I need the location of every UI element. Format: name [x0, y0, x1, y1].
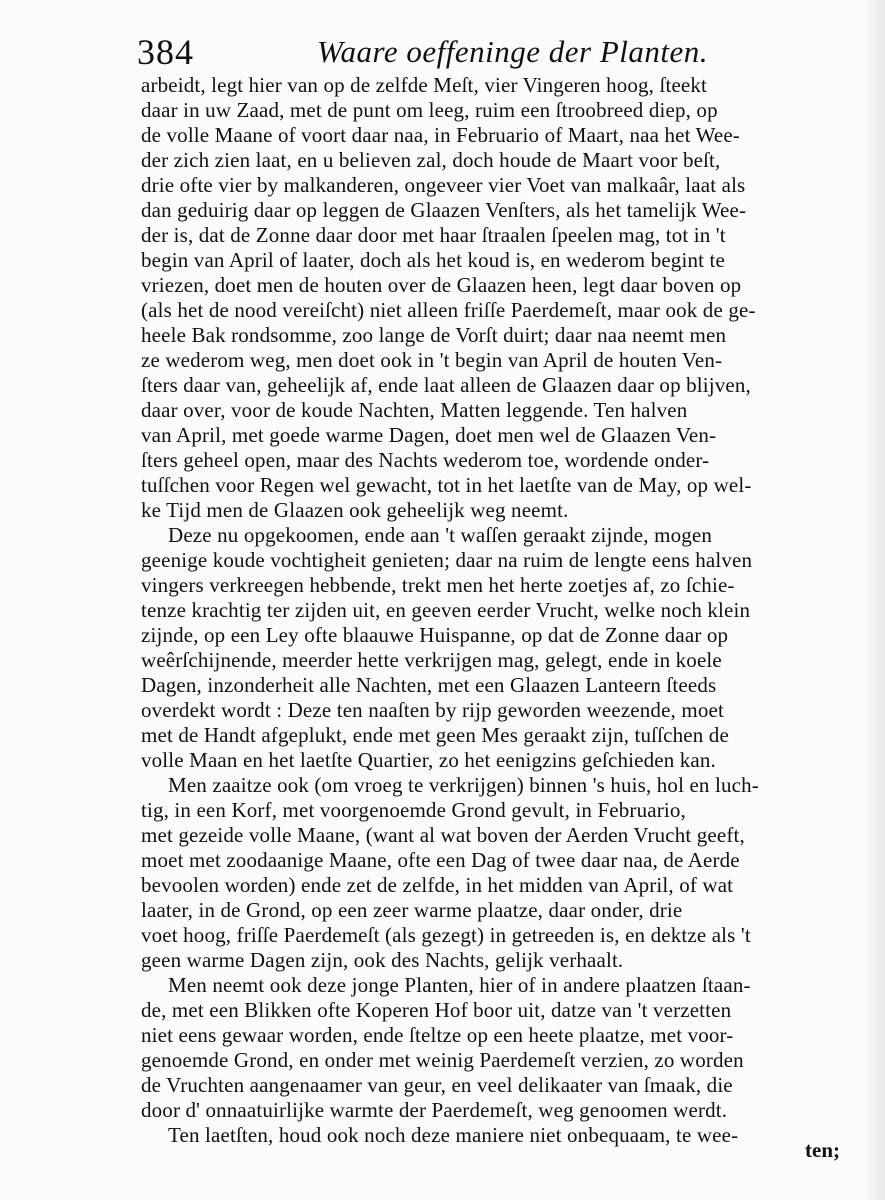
- text-line: geenige koude vochtigheit genieten; daar na ruim de lengte eens halven: [141, 548, 753, 572]
- text-line: weêrſchijnende, meerder hette verkrijgen mag, gelegt, ende in koele: [141, 648, 722, 672]
- catchword: ten;: [805, 1138, 840, 1162]
- paragraph: [141, 523, 863, 773]
- text-line: daar in uw Zaad, met de punt om leeg, ruim een ſtroobreed diep, op: [141, 98, 718, 122]
- text-line: ſters daar van, geheelijk af, ende laat alleen de Glaazen daar op blijven,: [141, 373, 751, 397]
- text-line: der zich zien laat, en u believen zal, doch houde de Maart voor beſt,: [141, 148, 721, 172]
- text-line: zijnde, op een Ley ofte blaauwe Huispanne, op dat de Zonne daar op: [141, 623, 729, 647]
- body-text: [141, 73, 863, 1148]
- text-line: de Vruchten aangenaamer van geur, en veel delikaater van ſmaak, die: [141, 1073, 733, 1097]
- text-line: laater, in de Grond, op een zeer warme plaatze, daar onder, drie: [141, 898, 683, 922]
- text-line: bevoolen worden) ende zet de zelfde, in het midden van April, of wat: [141, 873, 734, 897]
- text-line: daar over, voor de koude Nachten, Matten leggende. Ten halven: [141, 398, 688, 422]
- text-line: tuſſchen voor Regen wel gewacht, tot in het laetſte van de May, op wel-: [141, 473, 752, 497]
- text-line: begin van April of laater, doch als het koud is, en wederom begint te: [141, 248, 725, 272]
- text-line: drie ofte vier by malkanderen, ongeveer vier Voet van malkaâr, laat als: [141, 173, 746, 197]
- text-line: arbeidt, legt hier van op de zelfde Meſt, vier Vingeren hoog, ſteekt: [141, 73, 708, 97]
- text-line: Deze nu opgekoomen, ende aan 't waſſen geraakt zijnde, mogen: [168, 523, 712, 547]
- text-line: der is, dat de Zonne daar door met haar ſtraalen ſpeelen mag, tot in 't: [141, 223, 726, 247]
- text-line: genoemde Grond, en onder met weinig Paerdemeſt verzien, zo worden: [141, 1048, 744, 1072]
- paragraph: [141, 73, 863, 523]
- text-line: niet eens gewaar worden, ende ſteltze op een heete plaatze, met voor-: [141, 1023, 734, 1047]
- text-line: vingers verkreegen hebbende, trekt men het herte zoetjes af, zo ſchie-: [141, 573, 735, 597]
- text-line: voet hoog, friſſe Paerdemeſt (als gezegt) in getreeden is, en dektze als 't: [141, 923, 751, 947]
- text-line: de volle Maane of voort daar naa, in Februario of Maart, naa het Wee-: [141, 123, 740, 147]
- text-line: door d' onnaatuirlijke warmte der Paerdemeſt, weg genoomen werdt.: [141, 1098, 728, 1122]
- text-line: geen warme Dagen zijn, ook des Nachts, gelijk verhaalt.: [141, 948, 624, 972]
- text-line: Men zaaitze ook (om vroeg te verkrijgen) binnen 's huis, hol en luch-: [168, 773, 759, 797]
- text-line: tig, in een Korf, met voorgenoemde Grond gevult, in Februario,: [141, 798, 686, 822]
- paragraph: [141, 1123, 863, 1148]
- text-line: Ten laetſten, houd ook noch deze maniere niet onbequaam, te wee-: [168, 1123, 739, 1147]
- text-line: tenze krachtig ter zijden uit, en geeven eerder Vrucht, welke noch klein: [141, 598, 751, 622]
- text-line: ze wederom weg, men doet ook in 't begin van April de houten Ven-: [141, 348, 723, 372]
- text-line: vriezen, doet men de houten over de Glaazen heen, legt daar boven op: [141, 273, 742, 297]
- text-line: ke Tijd men de Glaazen ook geheelijk weg neemt.: [141, 498, 569, 522]
- text-line: (als het de nood vereiſcht) niet alleen friſſe Paerdemeſt, maar ook de ge-: [141, 298, 756, 322]
- text-line: de, met een Blikken ofte Koperen Hof boor uit, datze van 't verzetten: [141, 998, 732, 1022]
- paragraph: [141, 773, 863, 973]
- text-line: overdekt wordt : Deze ten naaſten by rijp geworden weezende, moet: [141, 698, 724, 722]
- page-header: [137, 30, 877, 76]
- text-line: Men neemt ook deze jonge Planten, hier of in andere plaatzen ſtaan-: [168, 973, 751, 997]
- text-line: ſters geheel open, maar des Nachts wederom toe, wordende onder-: [141, 448, 710, 472]
- page-number: 384: [137, 32, 194, 72]
- text-line: van April, met goede warme Dagen, doet men wel de Glaazen Ven-: [141, 423, 717, 447]
- text-line: met gezeide volle Maane, (want al wat boven der Aerden Vrucht geeft,: [141, 823, 745, 847]
- paragraph: [141, 973, 863, 1123]
- page-edge-shadow: [863, 0, 885, 1200]
- text-line: dan geduirig daar op leggen de Glaazen Venſters, als het tamelijk Wee-: [141, 198, 747, 222]
- text-line: Dagen, inzonderheit alle Nachten, met een Glaazen Lanteern ſteeds: [141, 673, 717, 697]
- text-line: heele Bak rondsomme, zoo lange de Vorſt duirt; daar naa neemt men: [141, 323, 727, 347]
- running-title: Waare oeffeninge der Planten.: [317, 34, 709, 69]
- text-line: moet met zoodaanige Maane, ofte een Dag of twee daar naa, de Aerde: [141, 848, 740, 872]
- text-line: volle Maan en het laetſte Quartier, zo het eenigzins geſchieden kan.: [141, 748, 716, 772]
- text-line: met de Handt afgeplukt, ende met geen Mes geraakt zijn, tuſſchen de: [141, 723, 729, 747]
